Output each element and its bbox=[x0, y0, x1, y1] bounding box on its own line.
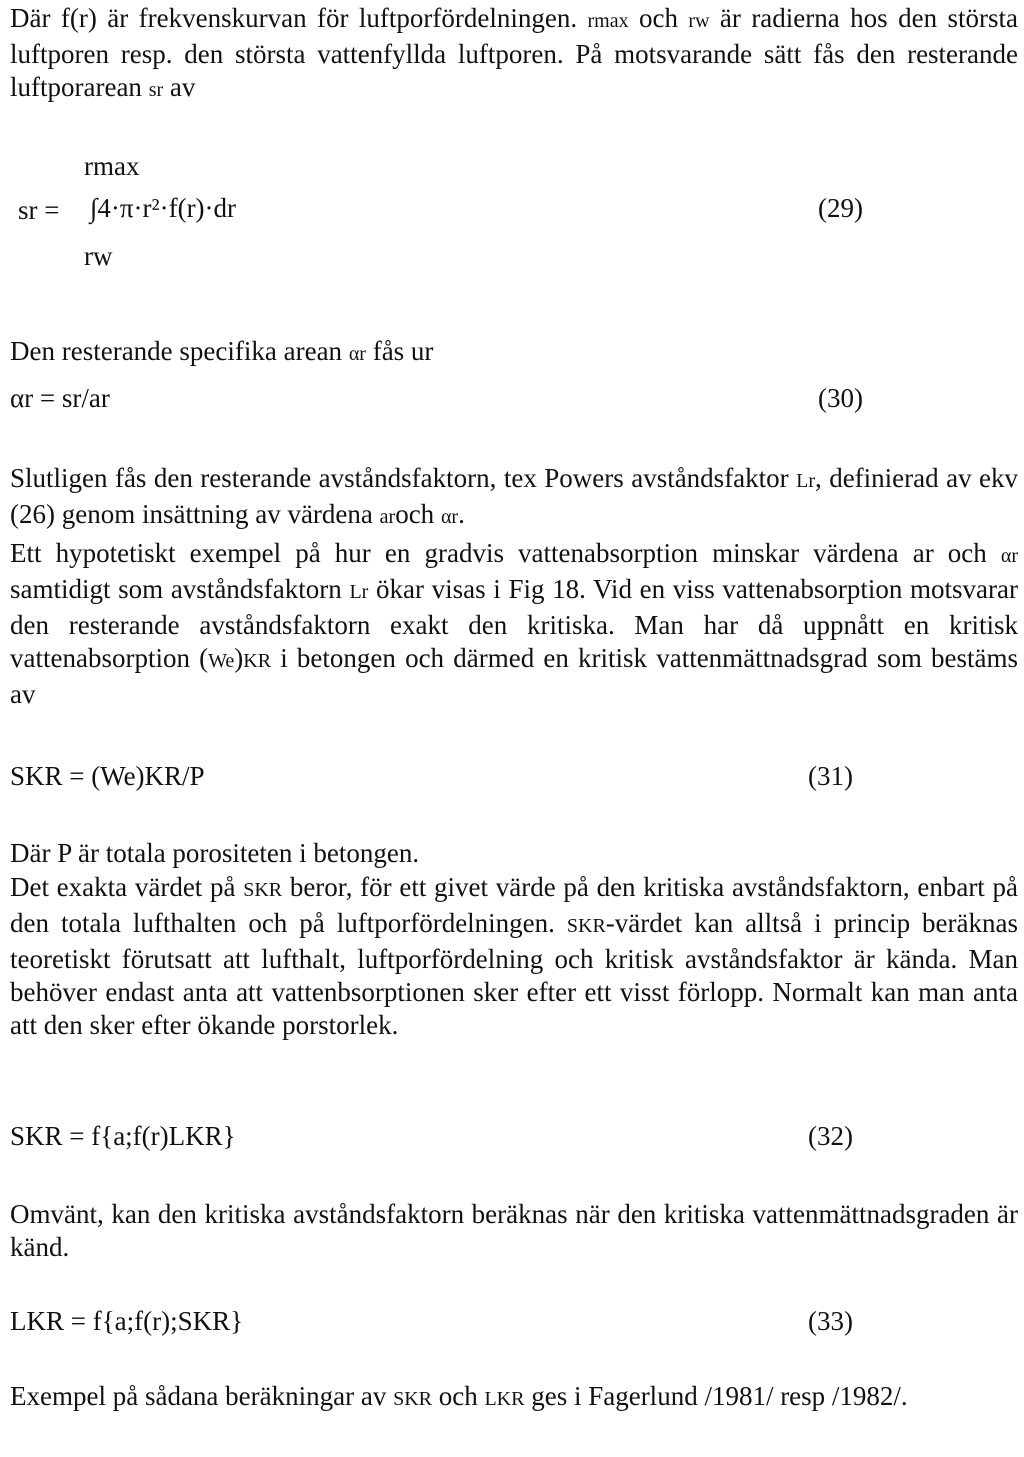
text: beror, för ett givet värde på den kritiska avståndsfaktorn, enbart på den totala lufthalten och på luftporfördelningen. bbox=[10, 872, 1018, 938]
equation-number: (32) bbox=[808, 1121, 853, 1151]
text: Det exakta värdet på bbox=[10, 872, 244, 902]
text: . bbox=[458, 499, 465, 529]
symbol-lkr: LKR bbox=[484, 1388, 525, 1410]
paragraph-pore-radii bbox=[10, 2, 1018, 107]
paragraph-specific-area bbox=[10, 335, 1018, 371]
symbol-Lr: Lr bbox=[796, 470, 815, 492]
text: samtidigt som avståndsfaktorn bbox=[10, 574, 350, 604]
equation-number: (30) bbox=[818, 383, 863, 413]
paragraph-spacing-factor bbox=[10, 462, 1018, 534]
equation-number: (33) bbox=[808, 1306, 853, 1336]
symbol-skr: SKR bbox=[393, 1388, 432, 1410]
equation-text: αr = sr/ar bbox=[10, 383, 110, 413]
equation-text: SKR = (We)KR/P bbox=[10, 761, 205, 791]
text: är radierna hos den största luftporen resp. den största vattenfyllda luftporen. På motsvarande sätt fås den resterande luftporarean bbox=[10, 3, 1018, 102]
symbol-skr: SKR bbox=[566, 915, 606, 937]
equation-number: (29) bbox=[818, 193, 863, 223]
equation-text: SKR = f{a;f(r)LKR} bbox=[10, 1121, 236, 1151]
integral-lower-limit: rw bbox=[84, 241, 113, 271]
symbol-rw: rw bbox=[688, 10, 710, 32]
text: av bbox=[163, 72, 196, 102]
symbol-we: We bbox=[208, 650, 235, 672]
text: Där P är totala porositeten i betongen. bbox=[10, 838, 420, 868]
text: ökar visas i Fig 18. Vid en viss vattenabsorption motsvarar den resterande avståndsfaktorn exakt den kritiska. Man har då uppnått en kritisk vattenabsorption ( bbox=[10, 574, 1018, 673]
symbol-Lr: Lr bbox=[349, 581, 369, 603]
text: ) bbox=[234, 643, 244, 673]
paragraph-hypothetical-example bbox=[10, 537, 1018, 711]
text: Ett hypotetiskt exempel på hur en gradvis vattenabsorption minskar värdena ar och bbox=[10, 538, 1001, 568]
equation-text: LKR = f{a;f(r);SKR} bbox=[10, 1306, 244, 1336]
integrand: ∫4·π·r²·f(r)·dr bbox=[90, 193, 237, 223]
text: och bbox=[395, 499, 441, 529]
text: Exempel på sådana beräkningar av bbox=[10, 1381, 394, 1411]
text: i betongen och därmed en kritisk vattenmättnadsgrad som bestäms av bbox=[10, 643, 1018, 709]
symbol-alpha-r: αr bbox=[440, 506, 459, 528]
paragraph-porosity bbox=[10, 837, 1018, 870]
text: ges i Fagerlund /1981/ resp /1982/. bbox=[524, 1381, 908, 1411]
text: fås ur bbox=[365, 336, 434, 366]
paragraph-exact-value bbox=[10, 871, 1018, 1042]
symbol-alpha-r: αr bbox=[1000, 545, 1018, 567]
symbol-rmax: rmax bbox=[587, 10, 629, 32]
equation-number: (31) bbox=[808, 761, 853, 791]
text: Slutligen fås den resterande avståndsfaktorn, tex Powers avståndsfaktor bbox=[10, 463, 797, 493]
symbol-kr: KR bbox=[243, 650, 272, 672]
symbol-skr: SKR bbox=[243, 879, 283, 901]
symbol-sr: sr bbox=[148, 79, 164, 101]
symbol-alpha-r: αr bbox=[348, 343, 366, 365]
text: Den resterande specifika arean bbox=[10, 336, 349, 366]
equation-lhs: sr = bbox=[18, 195, 60, 225]
paragraph-inverse bbox=[10, 1198, 1018, 1264]
text: och bbox=[628, 3, 689, 33]
symbol-ar: ar bbox=[379, 506, 396, 528]
text: -värdet kan alltså i princip beräknas teoretiskt förutsatt att lufthalt, luftporfördelning och kritisk avståndsfaktor är kända. Man behöver endast anta att vattenbsorptionen sker efter ett visst förlopp. Normalt kan man anta att den sker efter ökande porstorlek. bbox=[10, 908, 1018, 1040]
paragraph-references bbox=[10, 1380, 1018, 1416]
text: Omvänt, kan den kritiska avståndsfaktorn beräknas när den kritiska vattenmättnadsgraden är känd. bbox=[10, 1199, 1018, 1262]
text: Där f(r) är frekvenskurvan för luftporfördelningen. bbox=[10, 3, 588, 33]
integral-upper-limit: rmax bbox=[84, 151, 140, 181]
text: och bbox=[431, 1381, 485, 1411]
text: , definierad av ekv (26) genom insättning av värdena bbox=[10, 463, 1018, 529]
